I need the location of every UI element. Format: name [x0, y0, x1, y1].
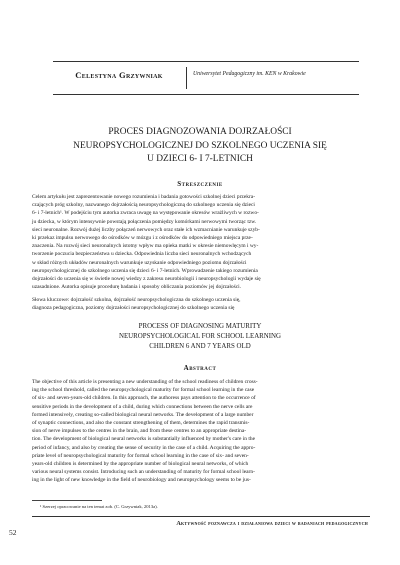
title-line: PROCESS OF DIAGNOSING MATURITY	[138, 323, 262, 330]
abstract-en-body	[32, 378, 368, 485]
author-name: Celestyna Grzywniak	[75, 70, 163, 80]
text-line: ing the school threshold, called the neuropsychological maturity for formal school learning in the case	[32, 387, 255, 394]
text-line: of synaptic connections, and also the constant strengthening of them, determines the rapid transmis-	[32, 420, 250, 427]
text-line: Celem artykułu jest zaprezentowanie nowego rozumienia i badania gotowości szkolnej dzieci przekra-	[32, 194, 256, 200]
text-line: The objective of this article is presenting a new understanding of the school readiness of children cross-	[32, 379, 258, 385]
text-line: tion. The development of biological neural networks is substantially influenced by mother's care in the	[32, 436, 256, 443]
author-affiliation: Uniwersytet Pedagogiczny im. KEN w Krakowie	[193, 71, 306, 77]
text-line: w skład różnych układów neuronalnych warunkuje uzyskanie odpowiedniego poziomu dojrzałości	[32, 259, 247, 266]
text-line: sion of nerve impulses to the centres in the brain, and from these centres to an appropriate destina-	[32, 428, 247, 435]
text-line: ki przekaz impulsu nerwowego do ośrodków w mózgu i z ośrodków do odpowiedniego miejsca prze-	[32, 235, 253, 242]
article-title-en	[40, 322, 360, 351]
text-line: various neural systems consist. Introducing such an understanding of maturity for formal school learn-	[32, 469, 255, 476]
abstract-en-heading: Abstract	[183, 364, 217, 372]
title-line: U DZIECI 6- I 7-LETNICH	[147, 154, 253, 164]
text-line: uzasadnione. Autorka opisuje procedurę badania i sposoby obliczania poziomów jej dojrzałości.	[32, 284, 241, 291]
text-line: of six- and seven-years-old children. In this approach, the authoress pays attention to the occurrence of	[32, 395, 256, 402]
footnote: ¹ Szerzej opracowanie na ten temat zob. (C. Grzywniak, 2013a).	[40, 504, 158, 509]
text-line: znaczenia. Na rozwój sieci neuronalnych istotny wpływ ma opieka matki w okresie niemowlęcym i wy-	[32, 243, 259, 250]
text-line: formed intensively, creating so-called biological neural networks. The development of a large number	[32, 411, 254, 418]
text-line: czających próg szkolny, nazwanego dojrzałością neuropsychologiczną do szkolnego uczenia się dzieci	[32, 202, 255, 209]
text-line: sieci neuronalne. Rozwój dużej liczby połączeń nerwowych oraz stałe ich wzmacnianie warunkuje szyb-	[32, 226, 260, 233]
footer-rule	[32, 516, 370, 517]
keywords-line: diagnoza pedagogiczna, poziomy dojrzałości neuropsychologicznej do szkolnego uczenia się	[32, 305, 235, 312]
text-line: priate level of neuropsychological maturity for formal school learning in the case of six- and seven-	[32, 452, 249, 459]
author-header	[53, 61, 359, 95]
header-top-rule	[53, 61, 359, 62]
header-divider	[186, 67, 187, 89]
journal-title: Aktywność poznawcza i działaniowa dzieci w badaniach pedagogicznych	[176, 520, 368, 527]
article-title-pl	[40, 126, 360, 167]
text-line: dojrzałości do uczenia się w świetle nowej wiedzy z zakresu neurobiologii i neuropsychologii wydaje się	[32, 276, 261, 283]
text-line: period of infancy, and also by creating the sense of security in the case of a child. Acquiring the appro-	[32, 444, 256, 451]
header-bottom-rule	[53, 94, 359, 95]
text-line: ing in the light of new knowledge in the field of neurobiology and neuropsychology seems to be jus-	[32, 477, 251, 484]
abstract-pl-body	[32, 193, 368, 291]
text-line: neuropsychologicznej do szkolnego uczenia się dzieci 6- i 7-letnich. Wprowadzenie takiego rozumienia	[32, 267, 258, 274]
footnote-rule	[32, 500, 102, 501]
text-line: years-old children is determined by the appropriate number of biological neural networks, of which	[32, 461, 249, 468]
page-number: 52	[9, 528, 17, 537]
text-line: 6- i 7-letnich¹. W podejściu tym autorka zwraca uwagę na występowanie okresów wrażliwych w rozwo-	[32, 210, 259, 217]
text-line: sensitive periods in the development of a child, during which connections between the nerve cells are	[32, 403, 253, 410]
abstract-pl-heading: Streszczenie	[177, 180, 223, 188]
text-line: tworzenie poczucia bezpieczeństwa u dziecka. Odpowiednia liczba sieci neuronalnych wchodzących	[32, 251, 252, 258]
title-line: NEUROPSYCHOLOGICAL FOR SCHOOL LEARNING	[119, 332, 281, 340]
title-line: PROCES DIAGNOZOWANIA DOJRZAŁOŚCI	[108, 127, 292, 137]
keywords-line: Słowa kluczowe: dojrzałość szkolna, dojrzałość neuropsychologiczna do szkolnego uczenia się,	[32, 297, 241, 303]
keywords-pl	[32, 296, 368, 312]
text-line: ju dziecka, w którym intensywnie powstają połączenia pomiędzy komórkami nerwowymi tworząc tzw.	[32, 218, 257, 225]
title-line: NEUROPSYCHOLOGICZNEJ DO SZKOLNEGO UCZENIA SIĘ	[73, 140, 327, 151]
title-line: CHILDREN 6 AND 7 YEARS OLD	[149, 342, 251, 350]
